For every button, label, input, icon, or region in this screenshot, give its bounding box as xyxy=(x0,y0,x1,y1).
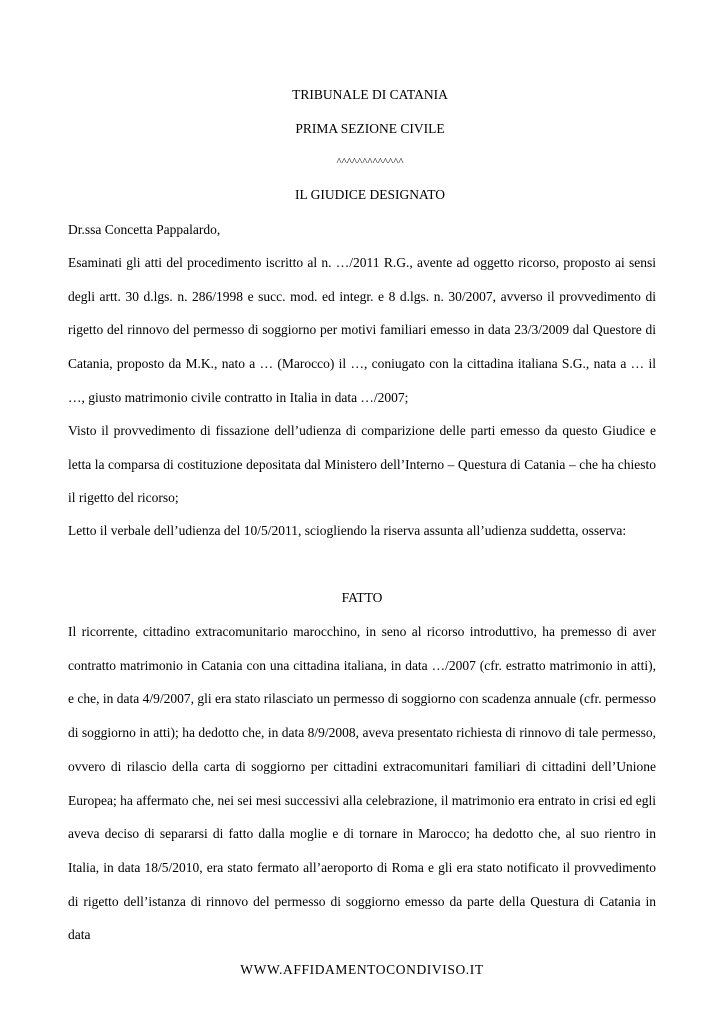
fatto-heading: FATTO xyxy=(341,590,383,605)
paragraph-letto: Letto il verbale dell’udienza del 10/5/2011, sciogliendo la riserva assunta all’udienza suddetta, osserva: xyxy=(68,523,627,538)
paragraph-fatto: Il ricorrente, cittadino extracomunitario marocchino, in seno al ricorso introduttivo, ha premesso di aver contratto matrimonio in Catania con una cittadina italiana, in data …/2007 (cfr. estratto matrimonio in atti), e che, in data 4/9/2007, gli era stato rilasciato un permesso di soggiorno con scadenza annuale (cfr. permesso di soggiorno in atti); ha dedotto che, in data 8/9/2008, aveva presentato richiesta di rinnovo di tale permesso, ovvero di rilascio della carta di soggiorno per cittadini extracomunitari familiari di cittadini dell’Unione Europea; ha affermato che, nei sei mesi successivi alla celebrazione, il matrimonio era entrato in crisi ed egli aveva deciso di separarsi di fatto dalla moglie e di tornare in Marocco; ha dedotto che, al suo rientro in Italia, in data 18/5/2010, era stato fermato all’aeroporto di Roma e gli era stato notificato il provvedimento di rigetto dell’istanza di rinnovo del permesso di soggiorno emesso da parte della Questura di Catania in data xyxy=(68,624,656,943)
court-title: TRIBUNALE DI CATANIA xyxy=(292,87,448,102)
judge-name: Dr.ssa Concetta Pappalardo, xyxy=(68,222,221,237)
separator-line: ^^^^^^^^^^^^^ xyxy=(336,156,404,168)
paragraph-visto: Visto il provvedimento di fissazione dell’udienza di comparizione delle parti emesso da questo Giudice e letta la comparsa di costituzione depositata dal Ministero dell’Interno – Questura di Catania – che ha chiesto il rigetto del ricorso; xyxy=(68,423,656,506)
section-title: PRIMA SEZIONE CIVILE xyxy=(295,121,445,136)
footer-website: WWW.AFFIDAMENTOCONDIVISO.IT xyxy=(240,962,484,977)
judge-title: IL GIUDICE DESIGNATO xyxy=(295,187,445,202)
paragraph-esaminati: Esaminati gli atti del procedimento iscritto al n. …/2011 R.G., avente ad oggetto ricorso, proposto ai sensi degli artt. 30 d.lgs. n. 286/1998 e succ. mod. ed integr. e 8 d.lgs. n. 30/2007, avverso il provvedimento di rigetto del rinnovo del permesso di soggiorno per motivi familiari emesso in data 23/3/2009 dal Questore di Catania, proposto da M.K., nato a … (Marocco) il …, coniugato con la cittadina italiana S.G., nata a … il …, giusto matrimonio civile contratto in Italia in data …/2007; xyxy=(68,255,656,405)
